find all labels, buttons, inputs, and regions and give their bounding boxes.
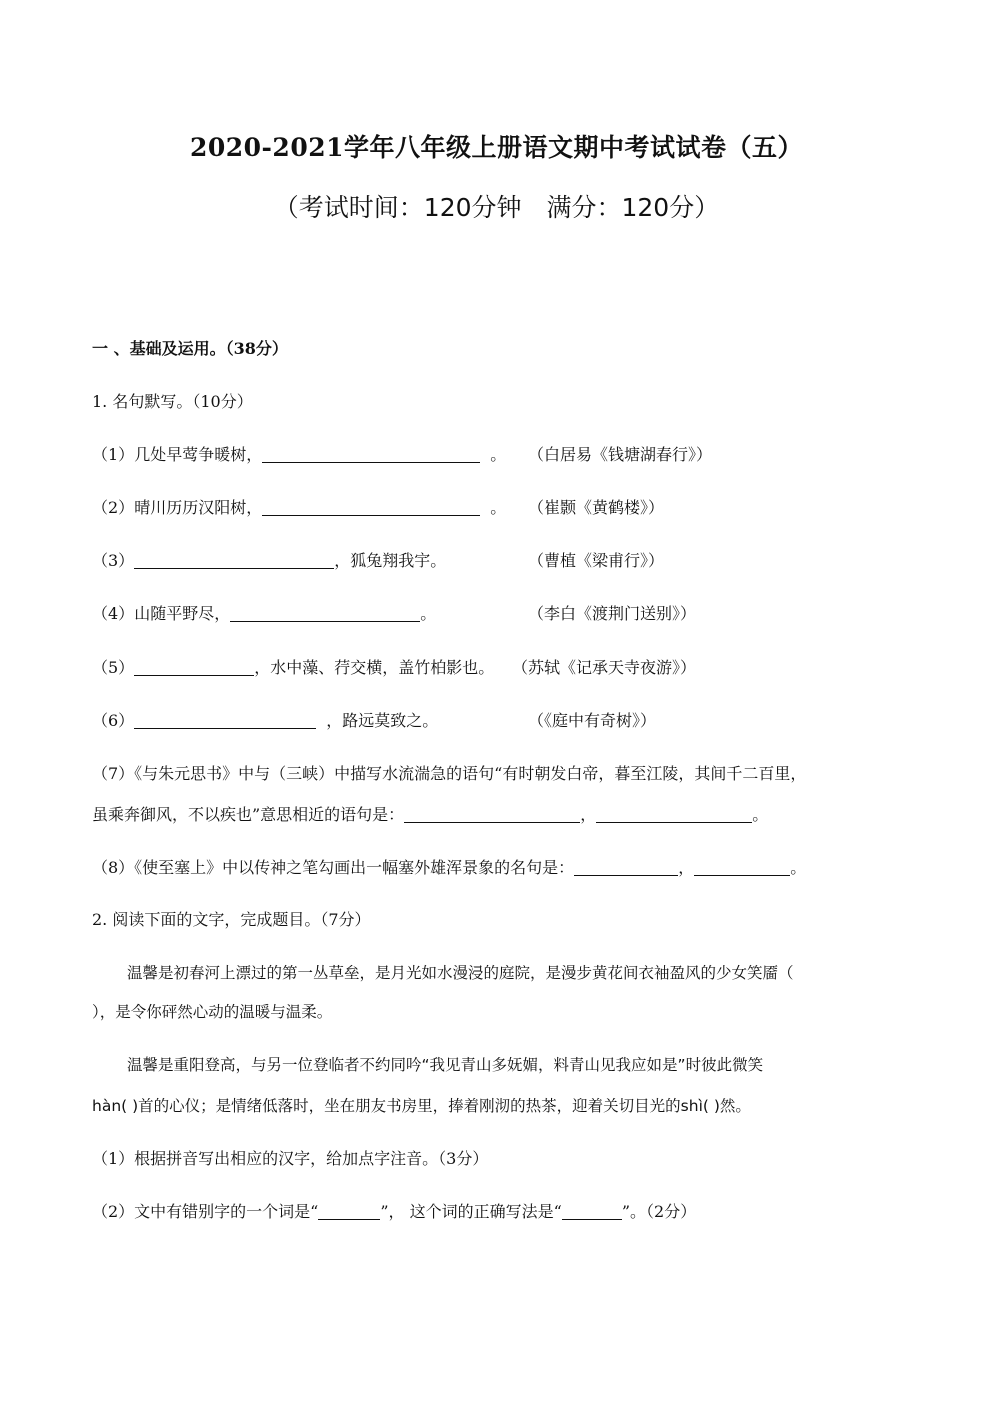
item-text: ”， 这个词的正确写法是“ bbox=[380, 1202, 562, 1221]
item-text: 晴川历历汉阳树， bbox=[134, 498, 263, 517]
separator: ， bbox=[580, 805, 597, 824]
passage-para-1-line-2: ），是令你砰然心动的温暖与温柔。 bbox=[92, 1003, 333, 1021]
q1-item-1 bbox=[92, 442, 506, 465]
item-number: （3） bbox=[92, 551, 135, 570]
item-text: （8）《使至塞上》中以传神之笔勾画出一幅塞外雄浑景象的名句是： bbox=[92, 858, 575, 877]
answer-blank[interactable] bbox=[134, 659, 254, 676]
answer-blank[interactable] bbox=[318, 1203, 380, 1220]
item-end: 。 bbox=[790, 858, 807, 877]
q2-sub-1: （1）根据拼音写出相应的汉字，给加点字注音。（3分） bbox=[92, 1149, 489, 1168]
exam-info: （考试时间：120分钟 满分：120分） bbox=[273, 193, 720, 222]
item-text: 。 bbox=[420, 604, 437, 623]
answer-blank[interactable] bbox=[404, 806, 580, 823]
item-number: （2） bbox=[92, 498, 135, 517]
item-text: ，路远莫致之。 bbox=[326, 711, 439, 730]
item-text: ”。（2分） bbox=[621, 1202, 697, 1221]
item-text: ，水中藻、荇交横，盖竹柏影也。 bbox=[254, 658, 495, 677]
item-source: （《庭中有奇树》） bbox=[528, 711, 657, 730]
separator: ， bbox=[678, 858, 695, 877]
item-source: （崔颢《黄鹤楼》） bbox=[528, 498, 665, 517]
item-number: （4） bbox=[92, 604, 135, 623]
page-title: 2020-2021学年八年级上册语文期中考试试卷（五） bbox=[189, 133, 804, 162]
q1-item-3 bbox=[92, 548, 446, 571]
item-text: ，狐兔翔我宇。 bbox=[334, 551, 447, 570]
answer-blank[interactable] bbox=[230, 605, 420, 622]
item-text: 。 bbox=[490, 445, 507, 464]
passage-para-2-line-2: hàn( )首的心仪；是情绪低落时，坐在朋友书房里，捧着刚沏的热茶，迎着关切目光的shì( )然。 bbox=[92, 1097, 751, 1115]
item-source: （苏轼《记承天寺夜游》） bbox=[512, 658, 697, 677]
q1-item-6 bbox=[92, 708, 438, 731]
q1-item-8 bbox=[92, 855, 806, 878]
item-text: 。 bbox=[490, 498, 507, 517]
item-source: （李白《渡荆门送别》） bbox=[528, 604, 697, 623]
item-text: （2）文中有错别字的一个词是“ bbox=[92, 1202, 319, 1221]
answer-blank[interactable] bbox=[262, 446, 480, 463]
item-number: （6） bbox=[92, 711, 135, 730]
answer-blank[interactable] bbox=[134, 712, 316, 729]
item-text: 几处早莺争暖树， bbox=[134, 445, 263, 464]
q2-sub-2 bbox=[92, 1199, 696, 1222]
answer-blank[interactable] bbox=[596, 806, 752, 823]
answer-blank[interactable] bbox=[574, 859, 678, 876]
q1-item-4 bbox=[92, 601, 436, 624]
item-number: （5） bbox=[92, 658, 135, 677]
item-number: （1） bbox=[92, 445, 135, 464]
q1-item-5 bbox=[92, 655, 494, 678]
item-source: （曹植《梁甫行》） bbox=[528, 551, 665, 570]
question-2-heading: 2. 阅读下面的文字，完成题目。（7分） bbox=[92, 910, 371, 929]
q1-item-2 bbox=[92, 495, 506, 518]
q1-item-7-line-1: （7）《与朱元思书》中与（三峡）中描写水流湍急的语句“有时朝发白帝，暮至江陵，其间千二百里， bbox=[92, 764, 807, 783]
passage-para-1-line-1: 温馨是初春河上漂过的第一丛草垒，是月光如水漫浸的庭院，是漫步黄花间衣袖盈风的少女笑靥（ bbox=[127, 964, 794, 982]
answer-blank[interactable] bbox=[694, 859, 790, 876]
answer-blank[interactable] bbox=[562, 1203, 622, 1220]
answer-blank[interactable] bbox=[262, 499, 480, 516]
q1-item-7-line-2 bbox=[92, 802, 768, 825]
question-1-heading: 1. 名句默写。（10分） bbox=[92, 392, 253, 411]
item-source: （白居易《钱塘湖春行》） bbox=[528, 445, 713, 464]
item-end: 。 bbox=[752, 805, 769, 824]
item-text: 虽乘奔御风，不以疾也”意思相近的语句是： bbox=[92, 805, 405, 824]
answer-blank[interactable] bbox=[134, 552, 334, 569]
section-heading: 一 、基础及运用。（38分） bbox=[92, 339, 288, 358]
item-text: 山随平野尽， bbox=[134, 604, 231, 623]
passage-para-2-line-1: 温馨是重阳登高，与另一位登临者不约同吟“我见青山多妩媚，料青山见我应如是”时彼此微笑 bbox=[127, 1056, 764, 1074]
